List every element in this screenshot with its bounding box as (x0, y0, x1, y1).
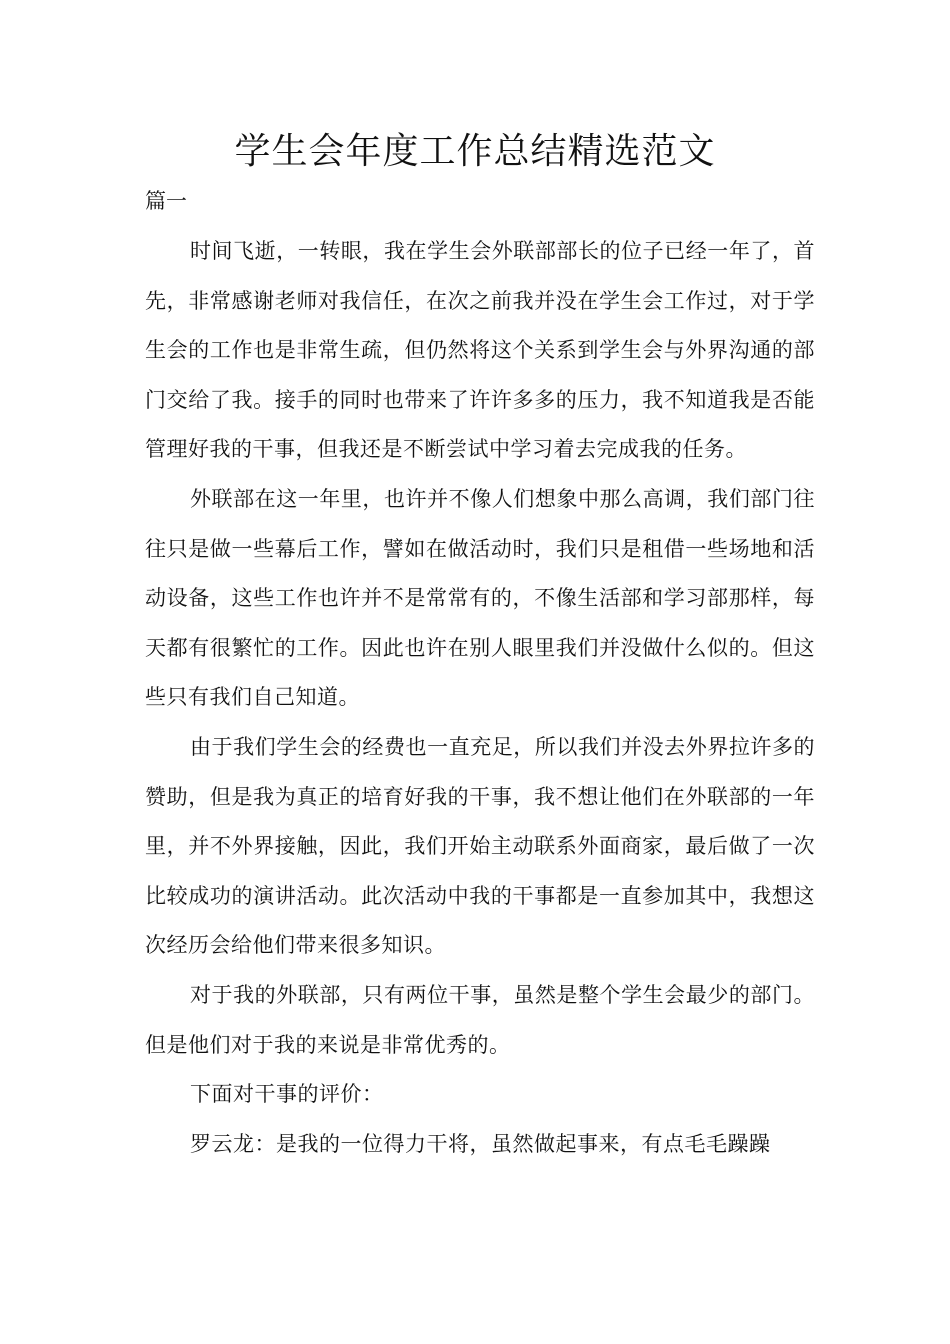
document-body (145, 227, 815, 1169)
document-title: 学生会年度工作总结精选范文 (234, 131, 716, 172)
paragraph: 下面对干事的评价： (190, 1082, 384, 1107)
paragraph: 时间飞逝，一转眼，我在学生会外联部部长的位子已经一年了，首先，非常感谢老师对我信任，在次之前我并没在学生会工作过，对于学生会的工作也是非常生疏，但仍然将这个关系到学生会与外界沟通的部门交给了我。接手的同时也带来了许许多多的压力，我不知道我是否能管理好我的干事，但我还是不断尝试中学习着去完成我的任务。 (145, 239, 815, 462)
paragraph: 由于我们学生会的经费也一直充足，所以我们并没去外界拉许多的赞助，但是我为真正的培育好我的干事，我不想让他们在外联部的一年里，并不外界接触，因此，我们开始主动联系外面商家，最后做了一次比较成功的演讲活动。此次活动中我的干事都是一直参加其中，我想这次经历会给他们带来很多知识。 (145, 734, 815, 958)
paragraph: 对于我的外联部，只有两位干事，虽然是整个学生会最少的部门。但是他们对于我的来说是非常优秀的。 (145, 982, 815, 1057)
paragraph: 罗云龙：是我的一位得力干将，虽然做起事来，有点毛毛躁躁 (190, 1131, 771, 1156)
section-label: 篇一 (145, 189, 187, 213)
paragraph: 外联部在这一年里，也许并不像人们想象中那么高调，我们部门往往只是做一些幕后工作，譬如在做活动时，我们只是租借一些场地和活动设备，这些工作也许并不是常常有的，不像生活部和学习部那样，每天都有很繁忙的工作。因此也许在别人眼里我们并没做什么似的。但这些只有我们自己知道。 (145, 486, 815, 710)
